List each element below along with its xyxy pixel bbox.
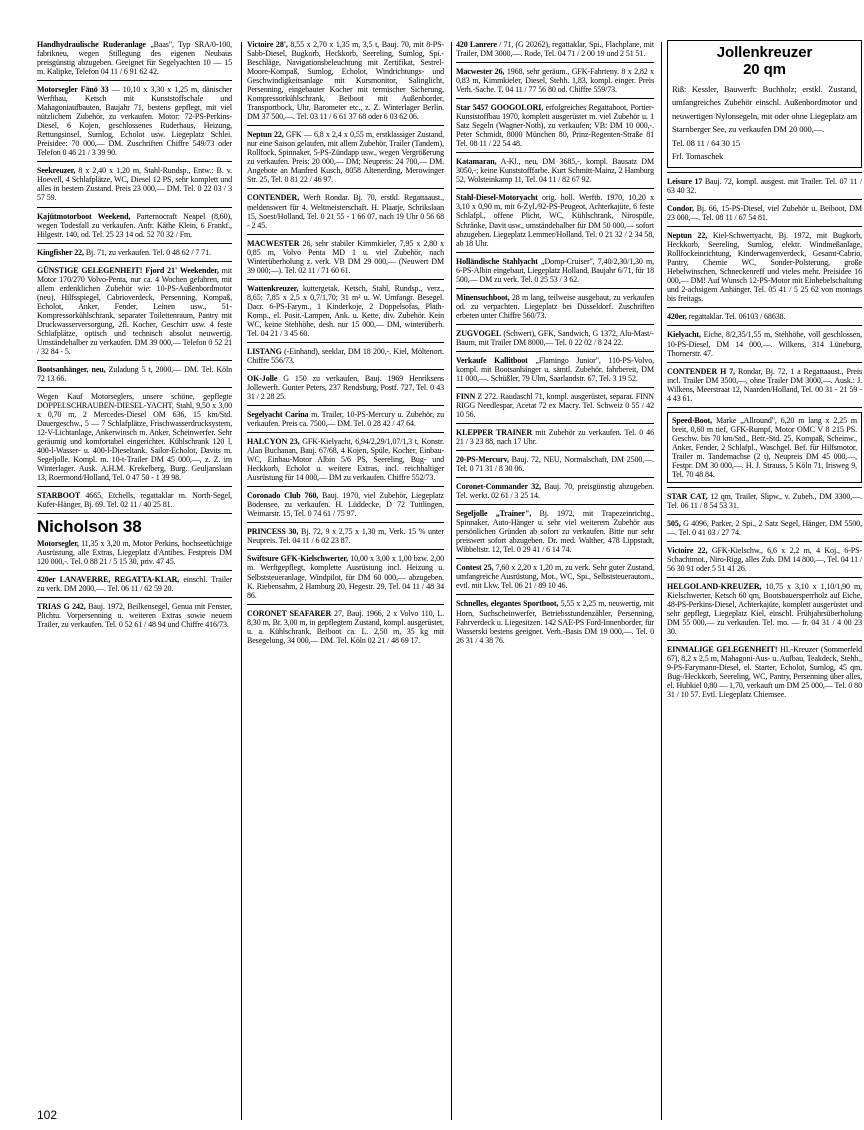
classified-ad bbox=[667, 231, 862, 303]
ad-heading: 505, bbox=[667, 518, 681, 528]
ad-heading: Holländische Stahlyacht bbox=[456, 256, 538, 266]
ad-body bbox=[456, 40, 654, 58]
ad-body bbox=[37, 85, 232, 157]
ad-body bbox=[247, 40, 444, 121]
classified-ad bbox=[667, 645, 862, 699]
ad-separator bbox=[667, 577, 862, 578]
classified-ad bbox=[667, 330, 862, 357]
ad-heading: Victoire 22, bbox=[667, 546, 708, 556]
ad-text: (Schwert), GFK, Sandwich, G 1372, Alu-Mast/-Baum, mit Trailer DM 8000,— Tel. 0 22 02 / 8 24 22. bbox=[456, 328, 654, 347]
ad-separator bbox=[456, 594, 654, 595]
ad-separator bbox=[247, 342, 444, 343]
ad-heading: Contest 25, bbox=[456, 563, 494, 573]
ad-text: A-Kl., neu, DM 3685,-, kompl. Bausatz DM 3050,-; keine Kunststofffarbe. Kurt Schmitt-Mainz, 2 Hamburg 52, Wolsteinkamp 11, Tel. 04 11 / 82 67 92. bbox=[456, 157, 654, 185]
ad-body bbox=[456, 428, 654, 446]
ad-body bbox=[667, 519, 862, 537]
ad-heading: Macwester 26, bbox=[456, 67, 505, 77]
ad-body bbox=[456, 356, 654, 383]
classified-ad bbox=[247, 239, 444, 275]
ad-body bbox=[667, 367, 862, 403]
ad-heading: Seekreuzer, bbox=[37, 166, 76, 176]
ad-text: 10,75 x 3,10 x 1,10/1,90 m, Kielschwerter, Ketsch 60 qm, Bootsbauersperrholz auf Eiche, 48-PS-Perkins-Diesel, Achterkajüte, komplett ausgerüstet und sehr gepflegt, Liegeplatz Kiel, einschl. Frühjahrsüberholung DM 55 000,— zu verkaufen. Tel. mo. — fr. 04 31 / 4 00 23 30. bbox=[667, 582, 863, 637]
classified-ad bbox=[456, 67, 654, 94]
ad-separator bbox=[667, 172, 862, 173]
ad-text: 26, sehr stabiler Kimmkieler, 7,95 x 2,80 x 0,85 m, Volvo Penta MD 1 u. viel Zubehör, nach Winterüberholung z. verk. VB DM 29 000,— (Neuwert DM 39 000;—). Tel. 02 11 / 71 60 61. bbox=[247, 238, 444, 275]
ad-separator bbox=[247, 522, 444, 523]
ad-heading: CONTENDER, bbox=[247, 193, 300, 203]
ad-heading: LISTANG bbox=[247, 346, 282, 356]
ad-separator bbox=[247, 486, 444, 487]
ad-separator bbox=[456, 477, 654, 478]
classified-ad bbox=[247, 437, 444, 482]
ad-heading: Motorsegler, bbox=[37, 539, 79, 549]
ad-text: mit Zubehör zu verkaufen. Tel. 0 46 21 / 3 23 88, nach 17 Uhr. bbox=[456, 428, 654, 447]
ad-separator bbox=[37, 207, 232, 208]
page-number: 102 bbox=[37, 1108, 58, 1122]
ad-body bbox=[37, 392, 232, 482]
ad-text: / 71, (G 20262), regattaklar, Spi., Flachplane, mit Trailer, DM 3000,—. Rode, Tel. 04 71 / 2 00 19 und 2 51 51. bbox=[456, 40, 655, 59]
classified-ad bbox=[247, 347, 444, 365]
ad-separator bbox=[37, 570, 232, 571]
ad-text: einschl. Trailer zu verk. DM 2000,—. Tel. 06 11 / 62 59 20. bbox=[37, 575, 232, 594]
ad-body bbox=[672, 416, 857, 479]
ad-text: 8,55 x 2,70 x 1,35 m, 3,5 t, Bauj. 70, mit 8-PS-Sabb-Diesel, Bugkorb, Heckkorb, Seereling, Sumlog, Spi.-Beschläge, Navigationsbeleuchtung mit Zertifikat, Sestrel-Moore-Kompaß, Sumlog, Echolot, Windrichtungs- und Geschwindigkeitsanlage mit Kursmonitor, Salinglicht, Persenning, eingebauter Kocher mit termischer Sicherung, Kompressorkühlschrank, Beiboot mit Außenborder, Transportbock, Uhr, Barometer etc., z. Z. Winterlager Berlin. DM 37 500,—. Tel. 03 11 / 6 61 37 68 oder 6 03 62 06. bbox=[247, 40, 444, 122]
ad-text: mit Motor 170/270 Volvo-Penta, nur ca. 4 Wochen gefahren, mit allem erdenklichen Zubehör wie: 10-PS-Außenbordmotor (neu), Hilfsspiegel, Cabrioverdeck, Persenning, Kompaß, Echolot, Anker, Fender, Leinen usw., 51-Kompressorkühlschrank, separater Toilettenraum, Pantry mit Druckwasserversorgung, 2fl. Kocher, Geschirr usw. 4 feste Schlafplätze, optisch und technisch absolut neuwertig. Umständehalber zu verkaufen. DM 39 000,— Telefon 0 52 21 / 32 84 - 5. bbox=[37, 265, 233, 356]
ad-text: G 4096, Parker, 2 Spi., 2 Satz Segel, Hänger, DM 5500,—. Tel. 0 41 03 / 27 74. bbox=[667, 518, 862, 537]
ad-body bbox=[247, 437, 444, 482]
classified-ad bbox=[667, 519, 862, 537]
ad-heading: Leisure 17 bbox=[667, 177, 703, 187]
ad-text: Z 272. Raudaschl 71, kompl. ausgerüstet, separat. FINN RIGG Needlespar, Acetat 72 ex Macry. Tel. Schweiz 0 55 / 42 10 56. bbox=[456, 391, 654, 419]
ad-text: 27, Bauj. 1966, 2 x Volvo 110, L. 8,30 m, Br. 3,00 m, in gepflegtem Zustand, kompl. ausgerüstet, u. a. Kühlschrank, Beiboot ca. L. 2,50 m, 35 kg mit Besegelung, 34 000,— DM. Tel. Köln 02 21 / 48 69 17. bbox=[247, 608, 444, 645]
ad-heading: 20-PS-Mercurv, bbox=[456, 455, 509, 465]
ad-body bbox=[456, 482, 654, 500]
ad-separator bbox=[247, 369, 444, 370]
ad-separator bbox=[37, 360, 232, 361]
ad-body bbox=[247, 193, 444, 229]
ad-text: Werft Rondar. Bj. 70, erstkl. Regattaaust., meldenswert für 4. Weltmeisterschaft. H. Plaatje, Schrikslaan 15, Soest/Holland, Tel. 0 21 55 - 1 66 07, nach 19 Uhr 0 56 68 - 2 45. bbox=[247, 193, 444, 230]
classified-ad bbox=[667, 492, 862, 510]
classified-ad bbox=[247, 130, 444, 184]
classified-ad bbox=[456, 599, 654, 644]
column-divider bbox=[451, 42, 452, 1120]
ad-body bbox=[667, 177, 862, 195]
ad-body bbox=[667, 312, 862, 321]
classified-ad bbox=[37, 575, 232, 593]
column-1 bbox=[37, 40, 232, 629]
ad-text: Bj. 72, 9 x 2,75 x 1,30 m, Verk. 15 % unter Neupreis. Tel. 04 11 / 6 02 23 87. bbox=[247, 527, 444, 546]
ad-body bbox=[456, 392, 654, 419]
ad-separator bbox=[456, 188, 654, 189]
ad-body bbox=[247, 284, 444, 338]
jollen-body: Riß: Kessler, Bauwerft: Buchholz; erstkl. Zustand, umfangreiches Zubehör einschl. Außenbordmotor und neuwertigen Nylonsegeln, mit oder ohne Liegeplatz am Starnberger See, zu verkaufen DM 20 000,—. bbox=[672, 83, 857, 135]
ad-separator bbox=[667, 226, 862, 227]
ad-heading: Condor, bbox=[667, 204, 694, 214]
ad-heading: PRINCESS 30, bbox=[247, 527, 299, 537]
ad-heading: Segeljolle „Trainer", bbox=[456, 509, 532, 519]
ad-separator bbox=[667, 362, 862, 363]
ad-body bbox=[456, 157, 654, 184]
ad-body bbox=[247, 130, 444, 184]
ad-separator bbox=[37, 597, 232, 598]
ad-heading: 420 Lanrere bbox=[456, 40, 497, 49]
ad-heading: Kingfisher 22, bbox=[37, 247, 84, 257]
ad-heading: STARBOOT bbox=[37, 491, 81, 501]
ad-separator bbox=[667, 541, 862, 542]
column-4 bbox=[667, 40, 862, 700]
column-2 bbox=[247, 40, 444, 645]
ad-separator bbox=[456, 324, 654, 325]
ad-text: „Baas", Typ SRA/0-100, fabrikneu, wegen Stillegung des eigenen Neubaus preisgünstig abzugeben. Geeignet für Segelyachten 10 — 15 m. Kalipke, Telefon 04 11 / 6 91 62 42. bbox=[37, 40, 232, 77]
ad-body bbox=[247, 374, 444, 401]
ad-text: HL-Kreuzer (Sommerfeld 67), 8,2 x 2,5 m, Mahagoni-Aus- u. Aufbau, Teakdeck, Stehh., 9-PS-Farymann-Diesel, el. Starter, Echolot, Sumlog, 45 qm, Bug-/Heckkorb, Seereling, WC, Pantry, Persenning über alles, el. Hubkiel 0,80 — 1,70, verkauft um DM 25 000,— Tel. 0 80 31 / 10 57. Evtl. Liegeplatz Chiemsee. bbox=[667, 645, 862, 700]
ad-heading: EINMALIGE GELEGENHEIT! bbox=[667, 645, 778, 655]
ad-separator bbox=[667, 514, 862, 515]
ad-heading: 420er, bbox=[667, 312, 687, 322]
ad-body bbox=[247, 410, 444, 428]
ad-heading: STAR CAT, bbox=[667, 491, 708, 501]
ad-separator bbox=[37, 486, 232, 487]
ad-body bbox=[456, 509, 654, 554]
ad-heading: Neptun 22, bbox=[247, 130, 284, 140]
ad-heading: CONTENDER H 7, bbox=[667, 366, 736, 376]
classified-ad bbox=[456, 293, 654, 320]
ad-heading: 420er LANAVERRE, REGATTA-KLAR, bbox=[37, 575, 180, 585]
classified-ad bbox=[247, 374, 444, 401]
ad-text: kuttergetak. Ketsch, Stahl, Rundsp., verz., 8,65; 7,85 x 2,5 x 0,7/1,70; 31 m² u. W. Umfangr. Besegel. Dacr. 6-PS-Farym., 1 Kinderkoje, 2 Doppelsofas, Plath-Komp., el. Posit.-Lampen, Ank. u. Kette, div. Zubehör. Kein WC, keine Stehhöhe, desh. nur 15 000,— DM, winterüberh. Tel. 04 21 / 3 45 60. bbox=[247, 283, 444, 338]
ad-body bbox=[667, 231, 862, 303]
ad-separator bbox=[456, 252, 654, 253]
ad-text: orig. holl. Werftb. 1970, 10,20 x 3,10 x 0,90 m, mit 6-Zyl./92-PS-Peugeot, Achterkajüte, 6 feste Schlafpl., offene Plicht, WC, Kühlschrank, Nirospüle, Schränke, Davit usw., umständehalber für DM 50 000,— sofort abzugeben. Liegeplatz Lemmer/Holland. Tel. 0 21 32 / 2 34 58, ab 18 Uhr. bbox=[456, 193, 654, 248]
classified-ad bbox=[456, 157, 654, 184]
ad-heading: Kajütmotorboot Weekend, bbox=[37, 211, 131, 221]
ad-heading: Coronado Club 760, bbox=[247, 491, 319, 501]
ad-separator bbox=[247, 405, 444, 406]
ad-separator bbox=[456, 423, 654, 424]
ad-body bbox=[456, 257, 654, 284]
ad-body bbox=[37, 266, 232, 356]
ad-separator bbox=[247, 604, 444, 605]
ad-body bbox=[247, 527, 444, 545]
ad-body bbox=[37, 365, 232, 383]
ad-text: Kiel-Schwertyacht, Bj. 1972, mit Bugkorb, Heckkorb, Seereling, Sumlog, elektr. Windmeßanlage, Rollfockeinrichtung, Kinderwagenverdeck, Gesamt-Cabrio, Pantry, Chemie WC, Sonder-Polsterung, große Hebelwinschen, Schneckenreff und vieles mehr. Preisidee 16 000,— DM! Auf Wunsch 12-PS-Motor mit Einhebelschaltung und 2-achsigem Anhänger. Tel. 05 41 / 5 25 62 von montags bis freitags. bbox=[667, 231, 863, 304]
ad-body bbox=[247, 609, 444, 645]
classified-ad bbox=[456, 356, 654, 383]
jollen-tel: Tel. 08 11 / 64 30 15 bbox=[672, 137, 741, 148]
ad-heading: Neptun 22, bbox=[667, 231, 708, 241]
ad-text: regattaklar. Tel. 06103 / 68638. bbox=[688, 312, 786, 322]
classified-ad bbox=[667, 582, 862, 636]
ad-heading: HELGOLAND-KREUZER, bbox=[667, 582, 762, 592]
column-3 bbox=[456, 40, 654, 645]
ad-heading: GÜNSTIGE GELEGENHEIT! Fjord 21' Weekender, bbox=[37, 265, 219, 275]
ad-text: Bauj. 1972, Beilkensegel, Genua mit Fenster, Plichtu. Vorpersenning u. weiteren Extras sowie neuem Trailer, zu verkaufen. Tel. 0 52 61 / 48 94 und Chiffre 416/73. bbox=[37, 602, 232, 630]
classified-ad bbox=[247, 193, 444, 229]
ad-heading: Motorsegler Fänö 33 bbox=[37, 85, 109, 95]
ad-text: 4665, Etchells, regattaklar m. North-Segel, Kufer-Hänger, Bj. 69. Tel. 02 11 / 40 25 81. bbox=[37, 491, 232, 510]
ad-body bbox=[247, 347, 444, 365]
jollenkreuzer-ad-box bbox=[667, 40, 862, 168]
ad-heading: MACWESTER bbox=[247, 238, 300, 248]
classified-ad bbox=[247, 410, 444, 428]
ad-text: „Flamingo Junior", 110-PS-Volvo, kompl. mit Bootsanhänger u. sämtl. Zubehör, fahrbereit, DM 11 000,—. Schüßler, 79 Ulm, Saarlandstr. 67, Tel. 3 19 52. bbox=[456, 355, 654, 383]
ad-heading: KLEPPER TRAINER bbox=[456, 428, 533, 438]
ad-body bbox=[456, 455, 654, 473]
ad-text: Bauj. 1970, viel Zubehör, Liegeplatz Bodensee, zu verkaufen. H. Lüddecke, D 72 Tuttlingen, Weimarstr. 15, Tel. 0 74 61 / 75 97. bbox=[247, 491, 444, 519]
classified-ad bbox=[456, 509, 654, 554]
classified-ad bbox=[37, 365, 232, 383]
ad-heading: CORONET SEAFARER bbox=[247, 608, 332, 618]
ad-body bbox=[456, 599, 654, 644]
ad-body bbox=[667, 546, 862, 573]
ad-separator bbox=[456, 288, 654, 289]
ad-separator bbox=[456, 62, 654, 63]
ad-heading: Star 5457 GOOGOLORI, bbox=[456, 103, 544, 113]
classified-ad bbox=[456, 257, 654, 284]
classified-ad bbox=[667, 367, 862, 403]
ad-body bbox=[247, 554, 444, 599]
classified-ad bbox=[456, 482, 654, 500]
ad-body bbox=[247, 239, 444, 275]
ad-separator bbox=[37, 243, 232, 244]
ad-heading: Coronet-Commander 32, bbox=[456, 482, 541, 492]
ad-text: — 10,10 x 3,30 x 1,25 m, dänischer Werftbau, Ketsch mit Kunststoffschale und Mahagoniaufbauten, Baujahr 71, bestens gepflegt, mit viel nützlichem Zubehör, zu verkaufen. Motor: 72-PS-Perkins-Diesel, 6 Kojen, geschlossenes Ruderhaus, Heizung, Rettungsinsel, Sumlog, Echolot usw. Liegeplatz Schlei. Preisidee: 70 000,— DM. Zuschriften Chiffre 549/73 oder Telefon 0 46 21 / 3 39 90. bbox=[37, 85, 232, 158]
ad-separator bbox=[37, 387, 232, 388]
classified-ad bbox=[37, 85, 232, 157]
ad-body bbox=[456, 103, 654, 148]
ad-heading: Verkaufe Kallitboot bbox=[456, 355, 528, 365]
ad-body bbox=[37, 539, 232, 566]
ad-heading: Schnelles, elegantes Sportboot, bbox=[456, 599, 559, 609]
ad-separator bbox=[456, 387, 654, 388]
ad-separator bbox=[456, 351, 654, 352]
ad-body bbox=[667, 645, 862, 699]
ad-separator bbox=[247, 432, 444, 433]
ad-separator bbox=[667, 199, 862, 200]
ad-text: 8 x 2,40 x 1,20 m, Stahl-Rundsp., Entw.: B. v. Hoevell, 4 Schlafplätze, WC, Diesel 12 PS, sehr komplett und alles in bestem Zustand. Preis 23 000,— DM. Tel. 0 22 03 / 3 57 59. bbox=[37, 166, 233, 203]
ad-body bbox=[37, 248, 232, 257]
classified-ad bbox=[456, 103, 654, 148]
classified-ad bbox=[667, 177, 862, 195]
ad-text: 1968, sehr geräum., GFK-Fahrteny. 8 x 2,82 x 0,83 m, Kimmkieler, Diesel, Stehh. 1,83, kompl. einger. Preis Verh.-Sache. T. 04 11 / 77 56 80 od. Chiffre 559/73. bbox=[456, 67, 654, 95]
classified-ad bbox=[667, 312, 862, 321]
ad-text: „Domp-Cruiser", 7,40/2,30/1,30 m, 6-PS-Albin eingebaut, Liegeplatz Holland, Baujahr 6/71, für 18 500,— DM zu verk. Tel. 0 25 53 / 3 62. bbox=[456, 256, 654, 284]
ad-heading: Minensuchboot, bbox=[456, 292, 510, 302]
ad-heading: Katamaran, bbox=[456, 157, 497, 167]
ad-text: Bauj. 72, NEU, Normalschaft, DM 2500,—. Tel. 0 71 31 / 8 30 06. bbox=[456, 455, 654, 474]
ad-separator bbox=[247, 279, 444, 280]
classified-ad bbox=[456, 563, 654, 590]
classified-ad bbox=[247, 527, 444, 545]
jollen-title-1: Jollenkreuzer bbox=[716, 44, 813, 61]
classified-ad bbox=[456, 428, 654, 446]
column-divider bbox=[241, 42, 242, 1120]
ad-text: Wegen Kauf Motorseglers, unsere schöne, gepflegte DOPPELSCHRAUBEN-DIESEL-YACHT, Stahl, 9,50 x 3,00 x 0,70 m, 2 Mercedes-Diesel OM 636, 15 km/Std. Dauergeschw., 5 — 7 Schlafplätze, Frischwasserdrucksystem, 12-V-Lichtanlage, Ankerwinsch m. Anker, Scheinwerfer. Sehr geräumig und komfortabel eingerichtet. Kühlschrank 120 l, 400-l-Wasser- u. 400-l-Dieseltank. Sailor-Echolot, Davits m. Segeljolle. Kompl. m. 10-t-Trailer DM 45 000,—, z. Z. im Winterlager. Ausk. A.H.M. Krekelberg, Burg. Geuljanslaan 13, Roermond/Holland, Tel. 0 47 50 - 1 39 98. bbox=[37, 392, 232, 483]
ad-text: GFK — 6,8 x 2,4 x 0,55 m, erstklassiger Zustand, nur eine Saison gelaufen, mit allem Zubehör, Trailer (Tandem), Rollfock, Spinnaker, 5-PS-Zündapp usw., wegen Vergrößerung zu verkaufen. Preis: 20 000,— DM; Neupreis: 24 700,— DM. Angebote an Manfred Kusch, 8058 Altenerding, Merowinger Str. 25, Tel. 0 81 22 / 46 97. bbox=[247, 130, 444, 185]
classified-ad bbox=[37, 602, 232, 629]
classified-ad bbox=[37, 212, 232, 239]
ad-heading: Handhydraulische Ruderanlage bbox=[37, 40, 146, 49]
ad-heading: Bootsanhänger, neu, bbox=[37, 364, 106, 374]
ad-text: 10,00 x 3,00 x 1,00 bzw. 2,00 m. Werftgepflegt, komplette Ausrüstung incl. Heizung u. Selbststeueranlage, Windpilot, für DM 60 000,— abzugeben. K. Riebensahm, 2 Hamburg 20, Hegestr. 29, Tel. 04 11 / 48 34 86. bbox=[247, 554, 444, 600]
ad-heading: TRIAS G 242, bbox=[37, 602, 86, 612]
ad-separator bbox=[456, 152, 654, 153]
ad-body bbox=[456, 293, 654, 320]
ad-body bbox=[667, 492, 862, 510]
ad-text: 28 m lang, teilweise ausgebaut, zu verkaufen od. zu verpachten. Liegeplatz bei Düsseldorf. Zuschriften erbeten unter Chiffre 560/73. bbox=[456, 292, 654, 320]
ad-text: 5,55 x 2,25 m, neuwertig, mit Horn, Suchscheinwerfer, Betriebsstundenzähler, Persenning, Fahrverdeck u. Liegesitzen. 142 SAE-PS Ford-Innenborder, für Wasserski bestens geeignet. Verh.-Basis DM 19 000,—. Tel. 0 26 31 / 4 38 76. bbox=[456, 599, 655, 645]
classified-ad bbox=[37, 518, 232, 566]
ad-text: GFK-Kielschw., 6,6 x 2,2 m, 4 Koj., 6-PS-Schachtmot., Niro-Rigg, alles Zub. DM 14 800,—, Tel. 04 11 / 56 30 91 oder 5 51 41 26. bbox=[667, 546, 863, 574]
classified-ad bbox=[37, 392, 232, 482]
ad-separator bbox=[37, 161, 232, 162]
ad-heading: FINN bbox=[456, 391, 476, 401]
ad-heading: ZUGVOGEL bbox=[456, 328, 502, 338]
classified-ad bbox=[37, 248, 232, 257]
ad-text: erfolgreiches Regattaboot, Portier-Kunststoffbau 1970, komplett ausgerüstet m. viel Zubehör u. 1 Satz Segeln (Wagner-Noth), zu verkaufen; VB: DM 10 000,-. Peter Schmidt, 8000 München 80, Prinz-Regenten-Straße 81 Tel. 08 11 / 22 54 48. bbox=[456, 103, 654, 149]
classified-ad bbox=[247, 491, 444, 518]
ad-text: Bauj. 70, preisgünstig abzugeben. Tel. werkt. 02 61 / 3 25 14. bbox=[456, 482, 655, 501]
ad-separator bbox=[667, 487, 862, 488]
ad-text: 11,35 x 3,20 m, Motor Perkins, hochseetüchtige Ausrüstung, alle Extras, Liegeplatz d'Antibes. Festpreis DM 120 000,-. Tel. 0 88 21 / 5 15 30, priv. 47 45. bbox=[37, 539, 232, 567]
classified-ad bbox=[247, 40, 444, 121]
ad-text: Bj. 66, 15-PS-Diesel, viel Zubehör u. Beiboot, DM 23 000,—. Tel. 08 11 / 67 54 81. bbox=[667, 204, 862, 223]
ad-text: Bauj. 72, kompl. ausgest. mit Trailer. Tel. 07 11 / 63 40 32. bbox=[667, 177, 862, 196]
ad-text: G 150 zu verkaufen, Bauj. 1969 Henriksens Jollewerft. Gunter Peters, 237 Rendsburg, Postf. 727, Tel. 0 43 31 / 2 28 25. bbox=[247, 373, 444, 402]
ad-separator bbox=[37, 513, 232, 514]
ad-heading: Stahl-Diesel-Motoryacht bbox=[456, 193, 538, 203]
ad-separator bbox=[37, 261, 232, 262]
ad-separator bbox=[247, 234, 444, 235]
classified-ad bbox=[456, 193, 654, 247]
ad-separator bbox=[667, 640, 862, 641]
ad-separator bbox=[667, 407, 862, 408]
ad-separator bbox=[667, 307, 862, 308]
classified-ad bbox=[247, 554, 444, 599]
classified-ad bbox=[37, 266, 232, 356]
ad-separator bbox=[247, 125, 444, 126]
ad-separator bbox=[456, 98, 654, 99]
ad-text: Rondar, Bj. 72, 1 a Regattaaust., Preis incl. Trailer DM 3500,—, ohne Trailer DM 3000,—. Ausk.: J. Wilkens, Meerstraat 12, Naarden/Holland, Tel. 00 31 - 21 59 - 4 43 61. bbox=[667, 366, 862, 403]
classified-ad bbox=[456, 329, 654, 347]
ad-separator bbox=[247, 188, 444, 189]
ad-separator bbox=[247, 549, 444, 550]
classified-ad bbox=[456, 392, 654, 419]
ad-body bbox=[456, 193, 654, 247]
ad-body bbox=[667, 330, 862, 357]
classified-ad bbox=[667, 546, 862, 573]
ad-text: Bj. 71, zu verkaufen. Tel. 0 48 62 / 7 71. bbox=[85, 247, 211, 257]
ad-text: 12 qm, Trailer, Slipw., v. Zubeh., DM 3300,—. Tel. 06 11 / 8 54 53 31. bbox=[667, 491, 862, 510]
ad-separator bbox=[456, 450, 654, 451]
classified-ad bbox=[456, 455, 654, 473]
ad-body bbox=[247, 491, 444, 518]
classified-ad bbox=[667, 412, 862, 483]
ad-body bbox=[37, 575, 232, 593]
classified-ad bbox=[247, 284, 444, 338]
classified-ad bbox=[37, 491, 232, 509]
column-divider bbox=[661, 42, 662, 1120]
classified-ad bbox=[37, 166, 232, 202]
jollen-name: Frl. Tomaschek bbox=[672, 151, 724, 162]
ad-heading: Segelyacht Carina bbox=[247, 410, 309, 420]
ad-text: Parternocraft Neapel (8,60), wegen Todesfall zu verkaufen. Anfr. Käthe Klein, 6 Frankf., Hilgestr. 140, od. Tel. 25 23 14 od. 52 70 32 / Fm. bbox=[37, 211, 233, 239]
ad-heading: Kielyacht, bbox=[667, 330, 701, 340]
ad-body bbox=[667, 204, 862, 222]
classified-ad bbox=[667, 204, 862, 222]
ad-text: Marke „Allround", 6,20 m lang x 2,25 m breit, 0,60 m tief, GFK-Rumpf, Motor OMC V 8 215 PS. Geschw. bis 70 km/Std., Betr.-Std. 25, Kompaß, Scheinw., Anker, Fender, 2 Schlafpl., Waschgel. Bef. für Hilfsmotor, Trailer m. Tandemachse (2 t), Neupreis DM 45 000,—, Festpr. DM 30 000,—. H. J. Strauss, 5 Köln 71, Irisweg 9, Tel. 70 48 84. bbox=[672, 415, 857, 479]
ad-text: 7,60 x 2,20 x 1,20 m, zu verk. Sehr guter Zustand, umfangreiche Ausrüstung, Mot., WC, Spi., Selbststeuerautom., evtl. mit Lkw. Tel. 06 21 / 89 10 46. bbox=[456, 563, 655, 591]
ad-heading: HALCYON 23, bbox=[247, 437, 300, 447]
ad-separator bbox=[667, 325, 862, 326]
ad-heading: OK-Jolle bbox=[247, 373, 278, 383]
jollen-title-2: 20 qm bbox=[743, 61, 786, 79]
classified-ad bbox=[247, 609, 444, 645]
ad-body bbox=[37, 602, 232, 629]
classified-ad bbox=[37, 40, 232, 76]
ad-body bbox=[456, 67, 654, 94]
ad-text: Bj. 1972, mit Trapezeinrichtg., Spinnaker, Auto-Hänger u. sehr viel weiterem Zubehör aus persönlichen Gründen ab sofort zu verkaufen. Bitte nur sehr preiswert sofort abzugeben. Dr. med. Walther, 478 Lippstadt, Wibbeltstr. 12, Tel. 0 29 41 / 6 14 74. bbox=[456, 509, 654, 555]
ad-heading: Speed-Boot, bbox=[672, 415, 713, 425]
ad-heading: Victoire 28', bbox=[247, 40, 288, 49]
ad-text: GFK-Kielyacht, 6,94/2,29/1,07/1,3 t, Konstr. Alan Buchanan, Bauj. 67/68, 4 Kojen, Spüle, Kocher, Einbau-WC, Einbau-Motor Albin 5/6 PS, Seereling, Bug- und Heckkorb, Echolot u. weitere Extras, incl. reichhaltiger Ausrüstung für 14 000,— DM zu verkaufen. Chiffre 552/73. bbox=[247, 437, 445, 483]
ad-separator bbox=[456, 504, 654, 505]
ad-body bbox=[37, 212, 232, 239]
ad-heading: Wattenkreuzer, bbox=[247, 283, 299, 293]
ad-text: Zuladung 5 t, 2000,— DM. Tel. Köln 72 13 66. bbox=[37, 364, 232, 383]
ad-text: m. Trailer, 10-PS-Mercury u. Zubehör, zu verkaufen. Preis ca. 7500,— DM. Tel. 0 28 42 / 47 64. bbox=[247, 410, 444, 429]
ad-text: Eiche, 8/2,35/1,55 m, Stehhöhe, voll geschlossen, 10-PS-Diesel, DM 14 000,—. Wilkens, 314 Lüneburg, Thornerstr. 47. bbox=[667, 330, 862, 358]
ad-body bbox=[667, 582, 862, 636]
ad-body bbox=[37, 166, 232, 202]
ad-text: (-Einhand), seeklar, DM 18 200,-. Kiel, Möltenort. Chiffre 556/73. bbox=[247, 346, 444, 365]
ad-body bbox=[37, 40, 232, 76]
classified-ad bbox=[456, 40, 654, 58]
ad-body bbox=[456, 329, 654, 347]
ad-heading: Swiftsure GFK-Kielschwerter, bbox=[247, 554, 349, 564]
ad-large-heading: Nicholson 38 bbox=[37, 517, 142, 537]
ad-body bbox=[456, 563, 654, 590]
ad-body bbox=[37, 491, 232, 509]
ad-separator bbox=[456, 558, 654, 559]
ad-separator bbox=[37, 80, 232, 81]
